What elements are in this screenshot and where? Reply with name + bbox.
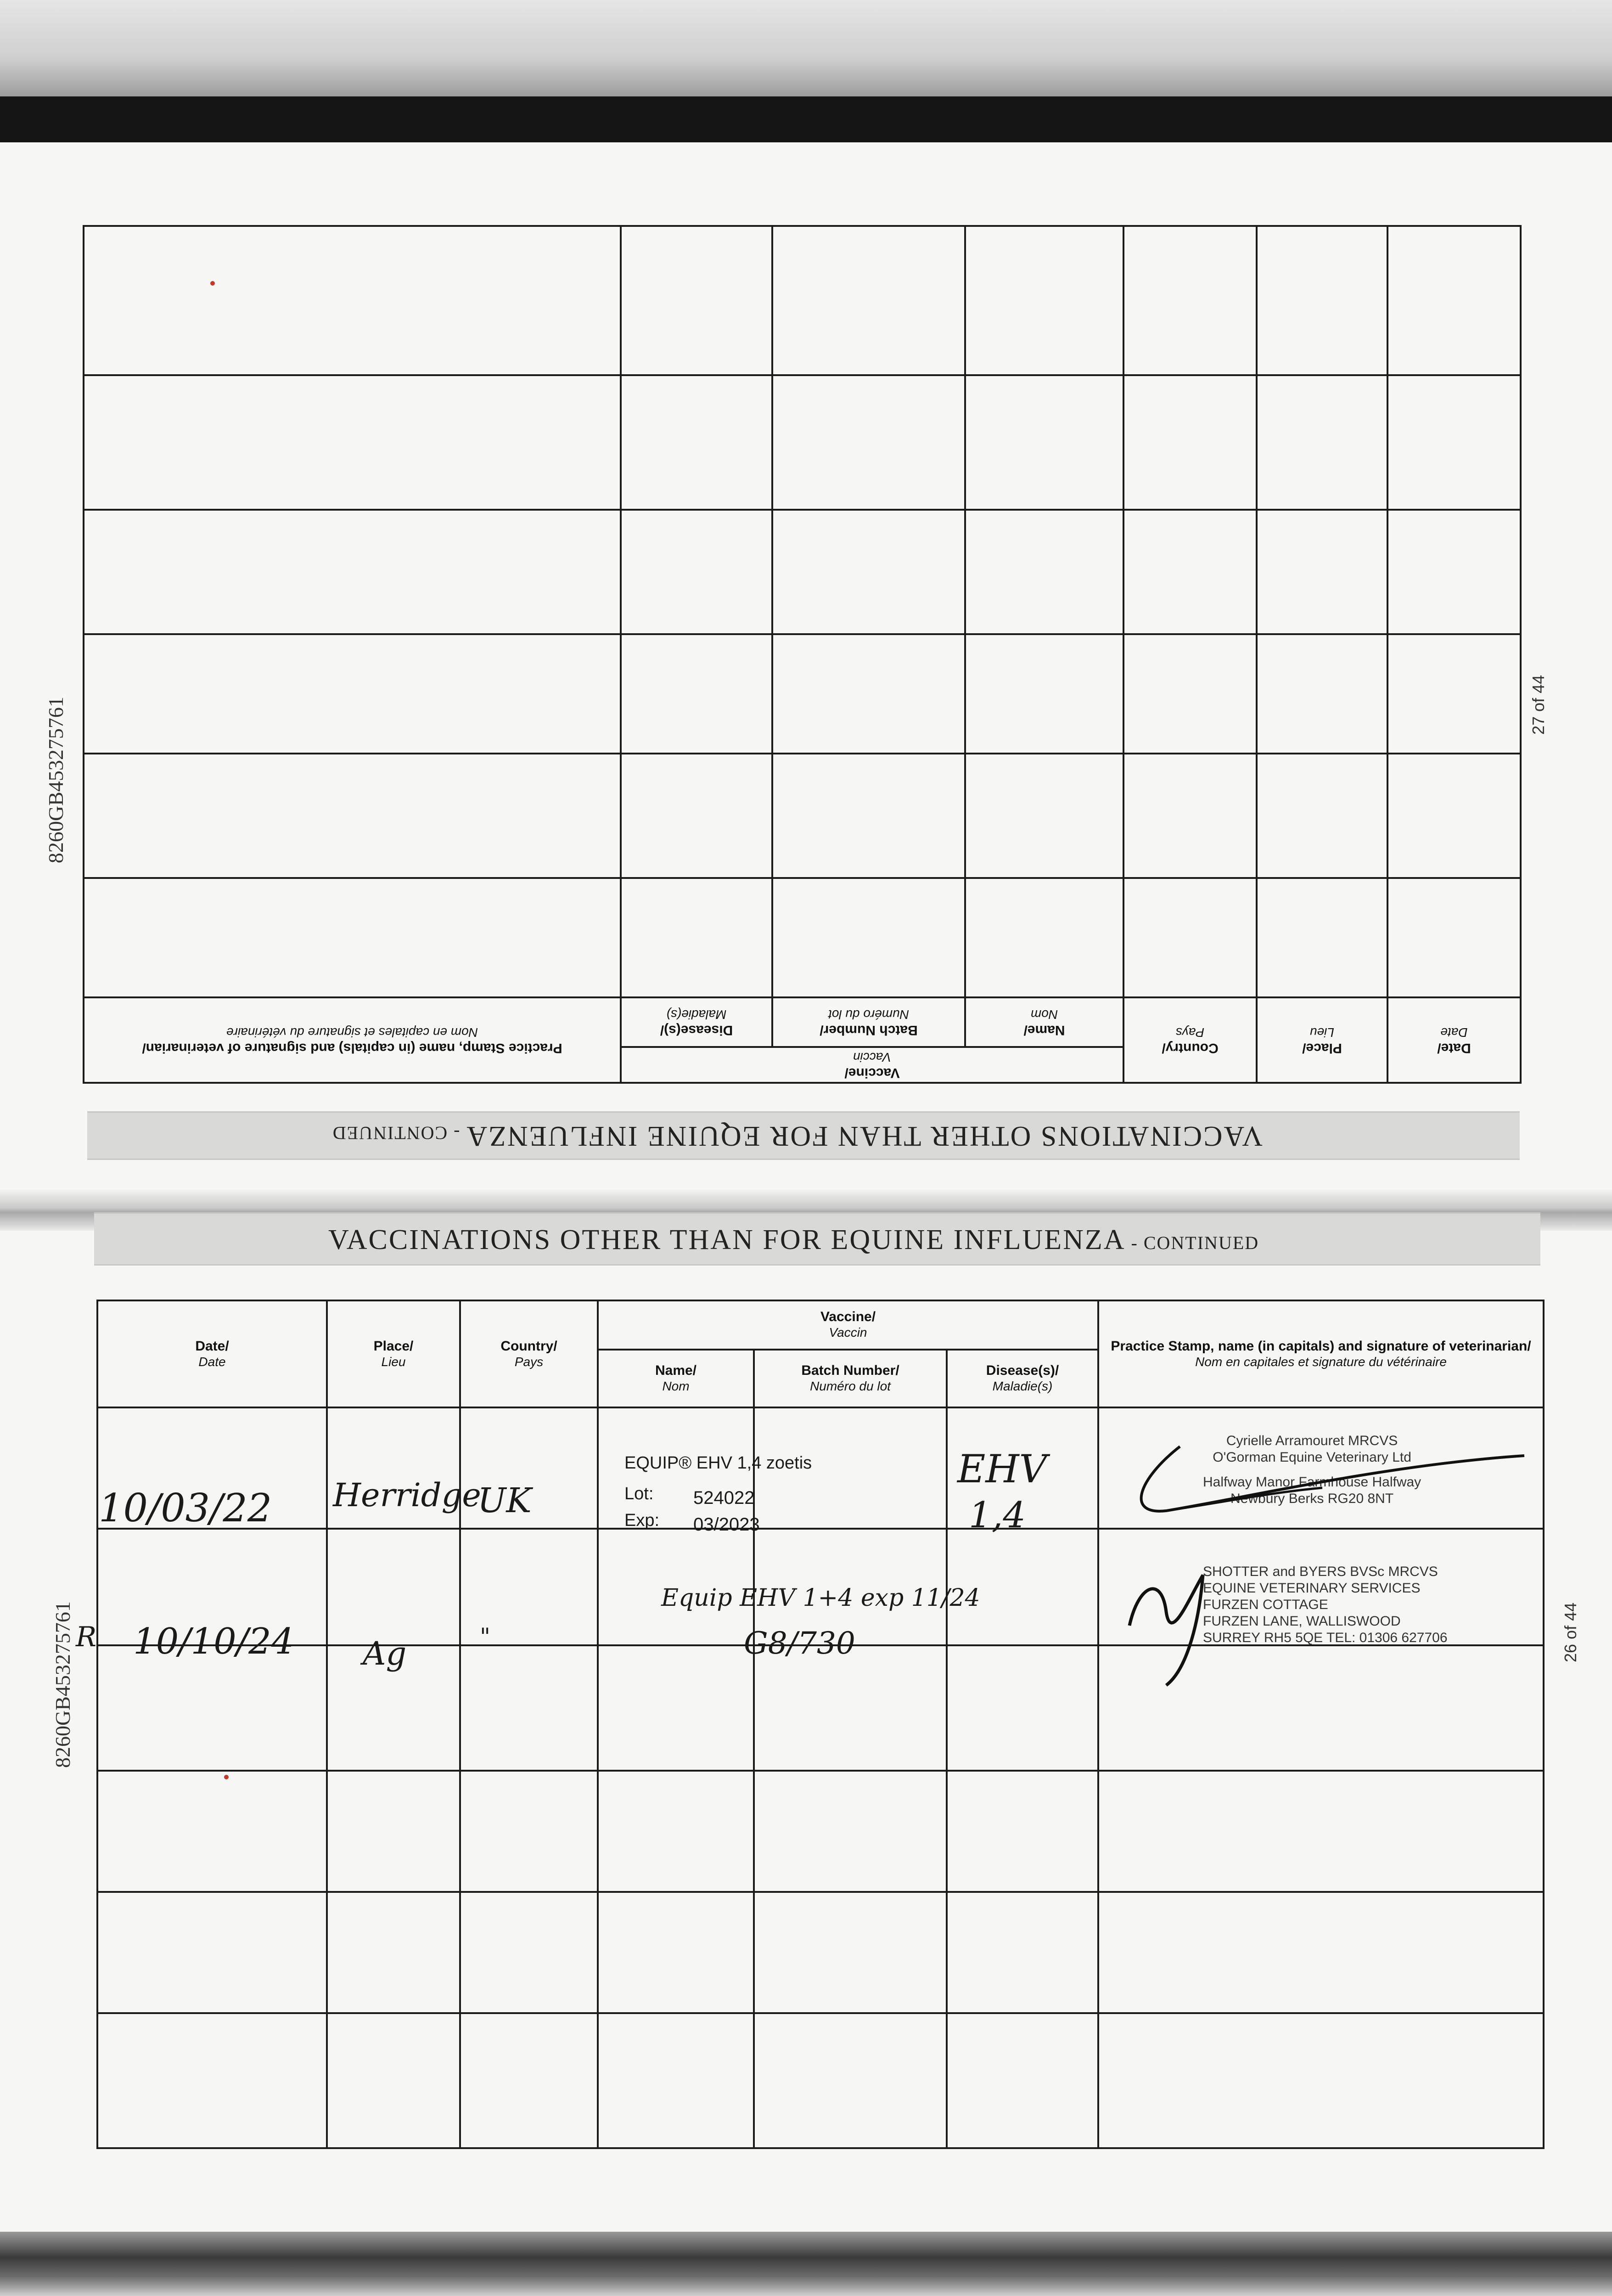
table-row [97, 1892, 1544, 2013]
ink-mark [224, 1775, 229, 1779]
table-row [84, 375, 1521, 510]
lower-page-identifier: 8260GB453275761 [51, 1601, 74, 1768]
entry1-date: 10/03/22 [99, 1486, 272, 1531]
lower-banner-continued: - CONTINUED [1125, 1232, 1259, 1253]
stamp-line: Newbury Berks RG20 8NT [1230, 1491, 1394, 1506]
entry1-vaccine-label: EQUIP® EHV 1,4 zoetis [624, 1453, 812, 1473]
table-row [97, 1645, 1544, 1771]
table-row [97, 2013, 1544, 2148]
table-row [84, 878, 1521, 997]
scan-top-shadow [0, 96, 1612, 142]
stamp-line: EQUINE VETERINARY SERVICES [1203, 1581, 1421, 1596]
lower-section-banner [94, 1212, 1540, 1266]
upper-header-place: Place/ Lieu [1257, 997, 1387, 1083]
entry1-exp-value: 03/2023 [693, 1514, 760, 1535]
table-row [84, 510, 1521, 634]
lower-header-vet: Practice Stamp, name (in capitals) and signature of veterinarian/ Nom en capitales et signature du vétérinaire [1098, 1300, 1544, 1407]
entry2-prefix: R [76, 1621, 97, 1653]
entry1-place: Herridge [333, 1476, 481, 1514]
upper-page-identifier: 8260GB453275761 [44, 697, 67, 863]
entry2-place: Ag [363, 1635, 407, 1672]
stamp-line: SHOTTER and BYERS BVSc MRCVS [1203, 1564, 1438, 1579]
table-row [84, 226, 1521, 375]
upper-header-disease: Disease(s)/ Maladie(s) [621, 997, 772, 1047]
upper-banner-continued: - CONTINUED [331, 1123, 466, 1143]
upper-header-name: Name/ Nom [965, 997, 1123, 1047]
stamp-line: O'Gorman Equine Veterinary Ltd [1213, 1450, 1411, 1465]
entry1-lot-value: 524022 [693, 1488, 755, 1508]
lower-header-place: Place/ Lieu [327, 1300, 460, 1407]
entry2-country: " [480, 1623, 490, 1650]
lower-banner-title: VACCINATIONS OTHER THAN FOR EQUINE INFLUENZA [328, 1224, 1126, 1255]
stamp-line: SURREY RH5 5QE TEL: 01306 627706 [1203, 1630, 1448, 1645]
stamp-line: Halfway Manor Farmhouse Halfway [1203, 1474, 1421, 1490]
entry2-batch-text: G8/730 [744, 1626, 855, 1661]
entry1-disease-line2: 1,4 [969, 1495, 1026, 1536]
scan-top-margin [0, 0, 1612, 96]
entry1-disease-line1: EHV [957, 1446, 1047, 1491]
stamp-line: FURZEN LANE, WALLISWOOD [1203, 1614, 1401, 1629]
entry1-exp-label: Exp: [624, 1511, 660, 1530]
lower-header-date: Date/ Date [97, 1300, 327, 1407]
lower-vaccination-table [96, 1300, 1545, 2149]
entry2-vaccine-text: Equip EHV 1+4 exp 11/24 [661, 1584, 980, 1612]
stamp-line: FURZEN COTTAGE [1203, 1597, 1328, 1612]
lower-header-country: Country/ Pays [460, 1300, 598, 1407]
upper-header-vet: Practice Stamp, name (in capitals) and signature of veterinarian/ Nom en capitales et signature du vétérinaire [84, 997, 621, 1083]
scan-bottom-shadow [0, 2232, 1612, 2296]
upper-banner-title: VACCINATIONS OTHER THAN FOR EQUINE INFLUENZA [465, 1120, 1263, 1152]
lower-header-batch: Batch Number/ Numéro du lot [754, 1350, 947, 1408]
lower-page-number: 26 of 44 [1561, 1602, 1580, 1662]
upper-header-country: Country/ Pays [1123, 997, 1257, 1083]
upper-section-banner [87, 1111, 1520, 1160]
upper-header-date: Date/ Date [1387, 997, 1521, 1083]
upper-header-vaccine: Vaccine/ Vaccin [621, 1047, 1123, 1083]
entry1-country: UK [477, 1481, 532, 1520]
lower-header-disease: Disease(s)/ Maladie(s) [947, 1350, 1098, 1408]
upper-page-number: 27 of 44 [1529, 675, 1548, 735]
ink-mark [210, 281, 215, 286]
table-row [84, 754, 1521, 878]
table-row [84, 634, 1521, 754]
upper-vaccination-table [83, 225, 1522, 1084]
lower-header-vaccine: Vaccine/ Vaccin [598, 1300, 1098, 1350]
entry2-practice-stamp [1203, 1564, 1448, 1646]
stamp-line: Cyrielle Arramouret MRCVS [1226, 1433, 1398, 1448]
lower-header-name: Name/ Nom [598, 1350, 754, 1408]
entry1-signature [1111, 1437, 1552, 1529]
upper-header-batch: Batch Number/ Numéro du lot [772, 997, 965, 1047]
entry2-date: 10/10/24 [133, 1621, 294, 1662]
entry1-lot-label: Lot: [624, 1484, 654, 1503]
table-row [97, 1771, 1544, 1892]
